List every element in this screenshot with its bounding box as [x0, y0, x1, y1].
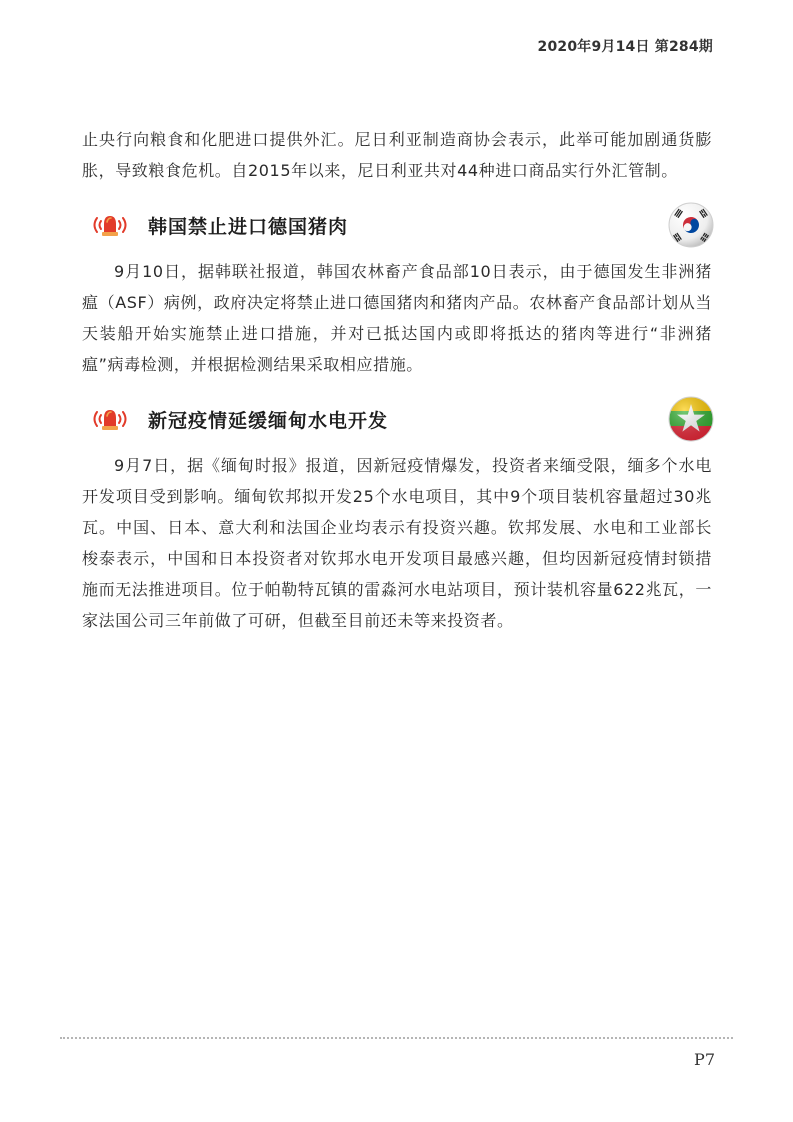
article-header-korea — [82, 200, 712, 250]
page-content — [82, 124, 712, 636]
page-number: P7 — [694, 1050, 715, 1069]
article-title: 韩国禁止进口德国猪肉 — [148, 215, 349, 238]
issue-date: 2020年9月14日 第284期 — [537, 39, 713, 55]
myanmar-flag-icon — [668, 396, 714, 442]
article-title: 新冠疫情延缓缅甸水电开发 — [148, 409, 389, 432]
intro-paragraph: 止央行向粮食和化肥进口提供外汇。尼日利亚制造商协会表示，此举可能加剧通货膨胀，导致粮食危机。自2015年以来，尼日利亚共对44种进口商品实行外汇管制。 — [82, 130, 712, 180]
alarm-bell-icon — [90, 212, 130, 238]
article-body: 9月7日，据《缅甸时报》报道，因新冠疫情爆发，投资者来缅受限，缅多个水电开发项目受到影响。缅甸钦邦拟开发25个水电项目，其中9个项目装机容量超过30兆瓦。中国、日本、意大利和法国企业均表示有投资兴趣。钦邦发展、水电和工业部长梭泰表示，中国和日本投资者对钦邦水电开发项目最感兴趣，但均因新冠疫情封锁措施而无法推进项目。位于帕勒特瓦镇的雷淼河水电站项目，预计装机容量622兆瓦，一家法国公司三年前做了可研，但截至目前还未等来投资者。 — [82, 456, 712, 630]
footer-divider — [60, 1037, 733, 1039]
south-korea-flag-icon — [668, 202, 714, 248]
alarm-bell-icon — [90, 406, 130, 432]
article-header-myanmar — [82, 394, 712, 444]
article-body: 9月10日，据韩联社报道，韩国农林畜产食品部10日表示，由于德国发生非洲猪瘟（ASF）病例，政府决定将禁止进口德国猪肉和猪肉产品。农林畜产食品部计划从当天装船开始实施禁止进口措施，并对已抵达国内或即将抵达的猪肉等进行“非洲猪瘟”病毒检测，并根据检测结果采取相应措施。 — [82, 262, 712, 374]
